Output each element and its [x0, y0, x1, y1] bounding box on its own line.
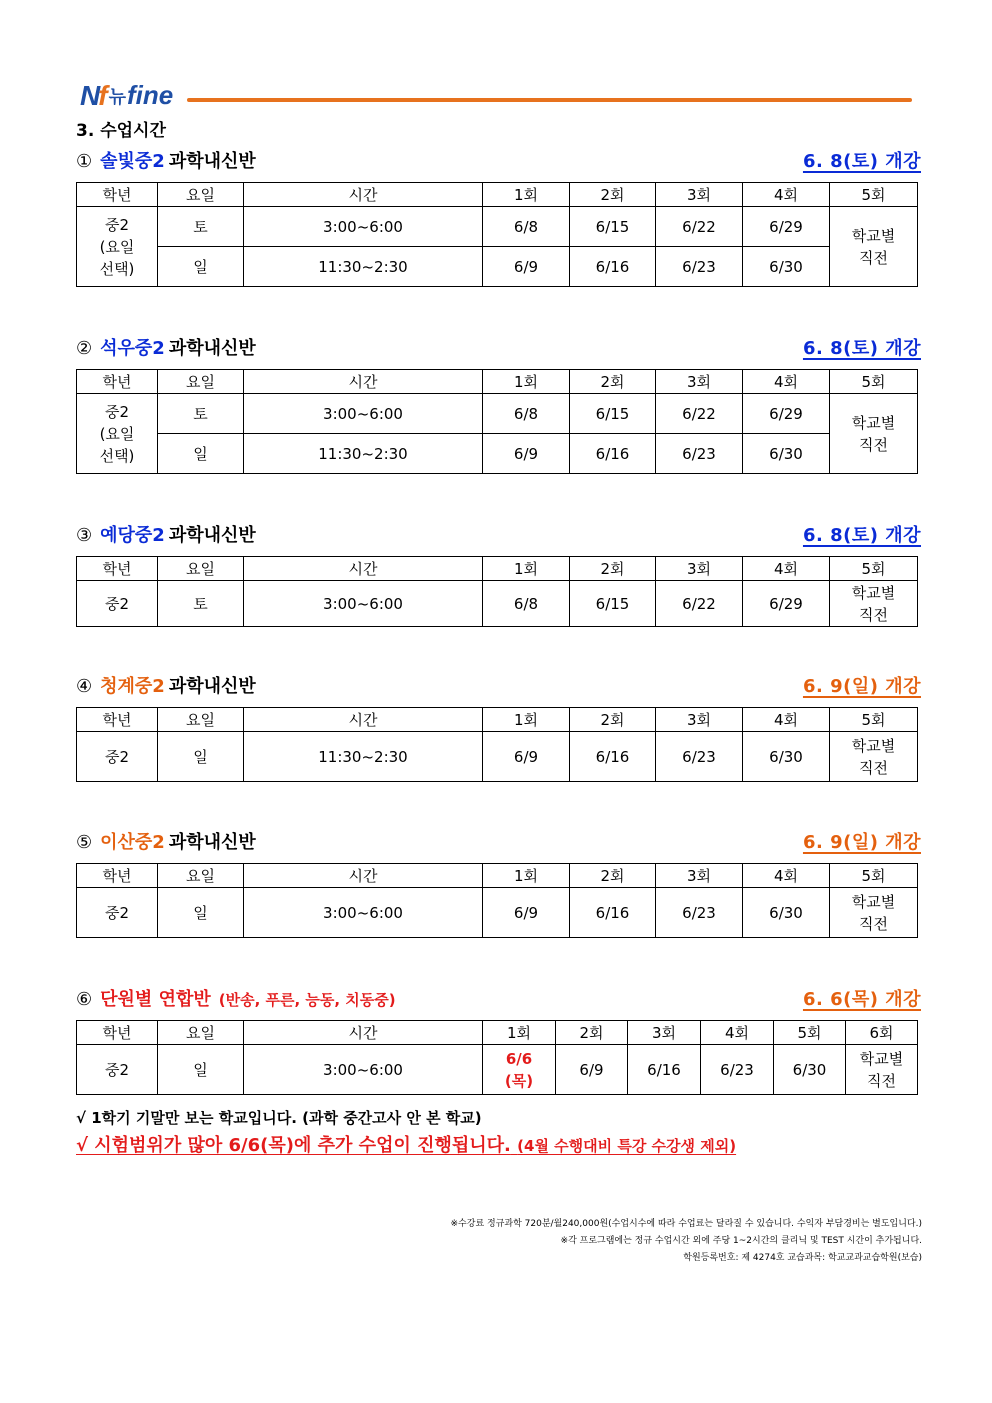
class-title: [76, 521, 256, 547]
date-cell: 6/23: [656, 247, 743, 287]
block-heading: [76, 145, 921, 173]
header-session: 2회: [570, 370, 656, 394]
header-session: 2회: [570, 708, 656, 732]
date-cell: 6/9: [483, 888, 570, 938]
class-title: [76, 828, 256, 854]
grade-cell: 중2 (요일 선택): [77, 394, 158, 474]
header-session: 4회: [743, 183, 830, 207]
day-cell: 일: [158, 1045, 244, 1095]
opening-date: 6. 8(토) 개강: [802, 151, 921, 172]
header-day: 요일: [158, 183, 244, 207]
header-time: 시간: [244, 557, 483, 581]
header-grade: 학년: [77, 183, 158, 207]
date-cell: 6/23: [656, 732, 743, 782]
header-session: 5회: [830, 864, 918, 888]
last-session-cell: 학교별 직전: [830, 394, 918, 474]
time-cell: 3:00~6:00: [244, 394, 483, 434]
date-cell: 6/16: [570, 247, 656, 287]
header-session: 4회: [743, 370, 830, 394]
date-cell: 6/30: [743, 888, 830, 938]
header-session: 1회: [483, 1021, 556, 1045]
opening-date: 6. 9(일) 개강: [802, 832, 921, 853]
table-header-row: [77, 370, 918, 394]
school-name: 석우중2: [100, 338, 165, 359]
table-header-row: [77, 1021, 918, 1045]
block-heading: [76, 332, 921, 360]
fine-print-clinic: ※각 프로그램에는 정규 수업시간 외에 주당 1~2시간의 클리닉 및 TEST 시간이 추가됩니다.: [560, 1236, 922, 1246]
last-session-cell: 학교별 직전: [830, 888, 918, 938]
section-title: 3. 수업시간: [76, 121, 166, 141]
last-session-cell: 학교별 직전: [830, 581, 918, 627]
table-header-row: [77, 183, 918, 207]
date-cell: 6/30: [743, 247, 830, 287]
grade-cell: 중2: [77, 888, 158, 938]
date-cell: 6/8: [483, 581, 570, 627]
table-row: [77, 732, 918, 782]
header-session: 3회: [628, 1021, 701, 1045]
table-header-row: [77, 864, 918, 888]
schedule-table: [76, 707, 918, 782]
time-cell: 11:30~2:30: [244, 434, 483, 474]
header-day: 요일: [158, 370, 244, 394]
header-session: 2회: [570, 183, 656, 207]
date-cell: 6/15: [570, 581, 656, 627]
date-cell: 6/9: [483, 247, 570, 287]
day-cell: 토: [158, 207, 244, 247]
header-session: 5회: [830, 183, 918, 207]
header-session: 2회: [570, 557, 656, 581]
date-cell: 6/23: [656, 888, 743, 938]
logo-mark: Nf: [80, 80, 106, 111]
header-day: 요일: [158, 557, 244, 581]
header-session: 5회: [830, 557, 918, 581]
course-name: 과학내신반: [168, 338, 256, 359]
logo-brand-ko: 뉴: [108, 87, 126, 108]
school-name: 솔빛중2: [100, 151, 165, 172]
brand-logo: [80, 78, 173, 112]
school-name: 예당중2: [100, 525, 165, 546]
table-row: [77, 207, 918, 247]
note-extra-class-main: √ 시험범위가 많아 6/6(목)에 추가 수업이 진행됩니다.: [76, 1135, 511, 1156]
header-day: 요일: [158, 864, 244, 888]
class-title: [76, 147, 256, 173]
opening-date: 6. 8(토) 개강: [802, 338, 921, 359]
school-name: 단원별 연합반: [100, 989, 211, 1010]
header-time: 시간: [244, 1021, 483, 1045]
time-cell: 3:00~6:00: [244, 581, 483, 627]
header-time: 시간: [244, 370, 483, 394]
school-name: 청계중2: [100, 676, 165, 697]
time-cell: 11:30~2:30: [244, 732, 483, 782]
date-cell: 6/30: [743, 732, 830, 782]
last-session-cell: 학교별 직전: [830, 732, 918, 782]
table-row: [77, 888, 918, 938]
logo-brand-en: fine: [126, 80, 174, 110]
header-grade: 학년: [77, 557, 158, 581]
date-cell: 6/29: [743, 581, 830, 627]
header-session: 3회: [656, 370, 743, 394]
header-time: 시간: [244, 183, 483, 207]
date-cell: 6/22: [656, 207, 743, 247]
date-cell: 6/22: [656, 394, 743, 434]
time-cell: 3:00~6:00: [244, 1045, 483, 1095]
date-cell: 6/8: [483, 394, 570, 434]
course-name: 과학내신반: [168, 525, 256, 546]
date-cell: 6/9: [556, 1045, 628, 1095]
date-cell: 6/15: [570, 394, 656, 434]
course-name: 과학내신반: [168, 151, 256, 172]
header-session: 1회: [483, 708, 570, 732]
class-title: [76, 334, 256, 360]
block-heading: [76, 670, 921, 698]
header-grade: 학년: [77, 708, 158, 732]
fine-print-tuition: ※수강료 정규과학 720분/월240,000원(수업시수에 따라 수업료는 달라질 수 있습니다. 수익자 부담경비는 별도입니다.): [450, 1219, 922, 1229]
day-cell: 일: [158, 888, 244, 938]
course-name: 과학내신반: [168, 676, 256, 697]
header-session: 1회: [483, 557, 570, 581]
header-rule: [187, 98, 912, 102]
day-cell: 토: [158, 394, 244, 434]
class-number: ③: [76, 525, 93, 546]
opening-date: 6. 8(토) 개강: [802, 525, 921, 546]
block-heading: [76, 983, 921, 1011]
schedule-table: [76, 1020, 918, 1095]
time-cell: 11:30~2:30: [244, 247, 483, 287]
header-session: 4회: [701, 1021, 774, 1045]
time-cell: 3:00~6:00: [244, 207, 483, 247]
date-cell: 6/29: [743, 394, 830, 434]
date-cell: 6/9: [483, 434, 570, 474]
course-name: 과학내신반: [168, 832, 256, 853]
table-row: [77, 1045, 918, 1095]
grade-cell: 중2: [77, 581, 158, 627]
date-cell: 6/9: [483, 732, 570, 782]
header-session: 2회: [570, 864, 656, 888]
date-cell: 6/23: [701, 1045, 774, 1095]
header-session: 5회: [830, 370, 918, 394]
header-session: 3회: [656, 864, 743, 888]
header-time: 시간: [244, 864, 483, 888]
opening-date: 6. 9(일) 개강: [802, 676, 921, 697]
day-cell: 토: [158, 581, 244, 627]
schedule-table: [76, 182, 918, 287]
last-session-cell: 학교별 직전: [830, 207, 918, 287]
block-heading: [76, 519, 921, 547]
last-session-cell: 학교별 직전: [846, 1045, 918, 1095]
table-header-row: [77, 708, 918, 732]
block-heading: [76, 826, 921, 854]
table-row: [77, 581, 918, 627]
schedule-table: [76, 556, 918, 627]
class-number: ⑥: [76, 989, 93, 1010]
date-cell: 6/6 (목): [483, 1045, 556, 1095]
class-number: ②: [76, 338, 93, 359]
header-session: 5회: [830, 708, 918, 732]
header-time: 시간: [244, 708, 483, 732]
class-number: ⑤: [76, 832, 93, 853]
table-header-row: [77, 557, 918, 581]
date-cell: 6/29: [743, 207, 830, 247]
header-session: 4회: [743, 557, 830, 581]
date-cell: 6/22: [656, 581, 743, 627]
header-session: 3회: [656, 183, 743, 207]
date-cell: 6/16: [570, 888, 656, 938]
day-cell: 일: [158, 434, 244, 474]
header-session: 4회: [743, 708, 830, 732]
note-extra-class-exception: (4월 수행대비 특강 수강생 제외): [517, 1137, 737, 1155]
table-row: [77, 394, 918, 434]
date-cell: 6/23: [656, 434, 743, 474]
header-session: 1회: [483, 370, 570, 394]
school-name: 이산중2: [100, 832, 165, 853]
date-cell: 6/15: [570, 207, 656, 247]
schedule-table: [76, 369, 918, 474]
header-session: 4회: [743, 864, 830, 888]
header-day: 요일: [158, 708, 244, 732]
header-session: 2회: [556, 1021, 628, 1045]
day-cell: 일: [158, 247, 244, 287]
header-session: 6회: [846, 1021, 918, 1045]
date-cell: 6/8: [483, 207, 570, 247]
grade-cell: 중2 (요일 선택): [77, 207, 158, 287]
date-cell: 6/16: [570, 732, 656, 782]
class-title: [76, 672, 256, 698]
header-session: 3회: [656, 708, 743, 732]
header-grade: 학년: [77, 370, 158, 394]
school-list: (반송, 푸른, 능동, 치동중): [218, 991, 396, 1009]
table-row: [77, 434, 918, 474]
header-session: 5회: [774, 1021, 846, 1045]
note-exam-info: √ 1학기 기말만 보는 학교입니다. (과학 중간고사 안 본 학교): [76, 1109, 482, 1127]
date-cell: 6/30: [743, 434, 830, 474]
date-cell: 6/16: [570, 434, 656, 474]
note-extra-class: [76, 1131, 736, 1157]
date-cell: 6/30: [774, 1045, 846, 1095]
class-number: ①: [76, 151, 93, 172]
header-grade: 학년: [77, 1021, 158, 1045]
header-grade: 학년: [77, 864, 158, 888]
header-session: 3회: [656, 557, 743, 581]
header-session: 1회: [483, 864, 570, 888]
schedule-table: [76, 863, 918, 938]
opening-date: 6. 6(목) 개강: [802, 989, 921, 1010]
fine-print-registration: 학원등록번호: 제 4274호 교습과목: 학교교과교습학원(보습): [683, 1253, 922, 1263]
date-cell: 6/16: [628, 1045, 701, 1095]
grade-cell: 중2: [77, 1045, 158, 1095]
header-session: 1회: [483, 183, 570, 207]
day-cell: 일: [158, 732, 244, 782]
class-number: ④: [76, 676, 93, 697]
grade-cell: 중2: [77, 732, 158, 782]
table-row: [77, 247, 918, 287]
time-cell: 3:00~6:00: [244, 888, 483, 938]
header-day: 요일: [158, 1021, 244, 1045]
class-title: [76, 985, 396, 1011]
